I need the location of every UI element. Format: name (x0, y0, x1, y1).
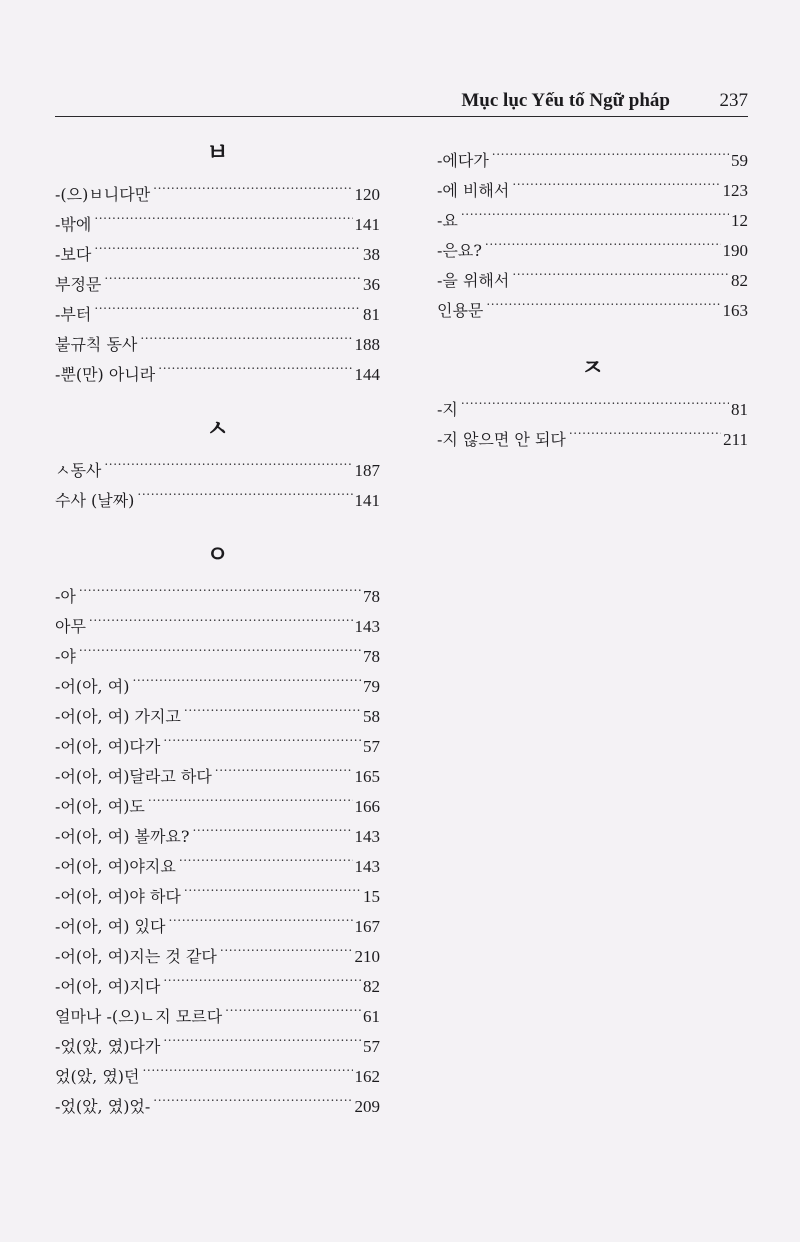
index-entry (55, 290, 380, 324)
entry-term: -어(아, 여) 볼까요? (55, 827, 190, 846)
index-entry (437, 136, 748, 170)
entry-term: -어(아, 여) (55, 677, 130, 696)
entry-page: 120 (354, 185, 380, 204)
entry-term: -었(았, 였)었- (55, 1097, 151, 1116)
index-entry (55, 602, 380, 636)
index-entry (55, 170, 380, 204)
section-s-entries (55, 446, 380, 510)
entry-page: 143 (354, 857, 380, 876)
entry-term: -지 (437, 400, 458, 419)
entry-page: 141 (354, 215, 380, 234)
entry-term: -었(았, 였)다가 (55, 1037, 161, 1056)
entry-page: 57 (363, 1037, 380, 1056)
index-entry (55, 230, 380, 264)
entry-term: 부정문 (55, 275, 102, 294)
entry-page: 61 (363, 1007, 380, 1026)
entry-page: 167 (354, 917, 380, 936)
entry-term: -은요? (437, 241, 482, 260)
index-entry (55, 320, 380, 354)
entry-term: 아무 (55, 617, 86, 636)
dot-leader (153, 170, 352, 200)
index-column-left (55, 136, 380, 1116)
index-entry (437, 385, 748, 419)
entry-page: 165 (354, 767, 380, 786)
dot-leader (104, 446, 352, 476)
section-b-entries (55, 170, 380, 384)
dot-leader (140, 320, 352, 350)
entry-page: 57 (363, 737, 380, 756)
running-header (55, 86, 748, 117)
entry-page: 12 (731, 211, 748, 230)
entry-page: 166 (354, 797, 380, 816)
dot-leader (163, 962, 361, 992)
entry-page: 38 (363, 245, 380, 264)
entry-page: 81 (363, 305, 380, 324)
section-j-entries (437, 385, 748, 449)
entry-term: -보다 (55, 245, 92, 264)
dot-leader (485, 226, 721, 256)
entry-page: 141 (354, 491, 380, 510)
entry-term: -(으)ㅂ니다만 (55, 185, 151, 204)
entry-term: -부터 (55, 305, 92, 324)
dot-leader (132, 662, 361, 692)
dot-leader (184, 872, 361, 902)
index-entry (55, 572, 380, 606)
dot-leader (104, 260, 361, 290)
dot-leader (153, 1082, 352, 1112)
entry-page: 15 (363, 887, 380, 906)
section-heading-b: ㅂ (206, 140, 229, 166)
entry-term: -어(아, 여)지다 (55, 977, 161, 996)
entry-term: -어(아, 여)야지요 (55, 857, 176, 876)
entry-page: 58 (363, 707, 380, 726)
section-heading-o: ㅇ (206, 542, 229, 568)
entry-page: 36 (363, 275, 380, 294)
entry-term: -뿐(만) 아니라 (55, 365, 156, 384)
entry-term: 불규칙 동사 (55, 335, 138, 354)
dot-leader (94, 230, 361, 260)
dot-leader (168, 902, 352, 932)
entry-term: -어(아, 여) 있다 (55, 917, 166, 936)
dot-leader (215, 752, 353, 782)
entry-term: -어(아, 여)달라고 하다 (55, 767, 212, 786)
dot-leader (461, 385, 729, 415)
index-entry (437, 196, 748, 230)
entry-term: -야 (55, 647, 76, 666)
dot-leader (512, 166, 720, 196)
entry-term: 얼마나 -(으)ㄴ지 모르다 (55, 1007, 223, 1026)
entry-page: 59 (731, 151, 748, 170)
entry-page: 163 (722, 301, 748, 320)
dot-leader (569, 415, 721, 445)
entry-page: 82 (731, 271, 748, 290)
entry-page: 187 (354, 461, 380, 480)
dot-leader (142, 1052, 352, 1082)
entry-term: 었(았, 였)던 (55, 1067, 140, 1086)
entry-term: -에다가 (437, 151, 489, 170)
entry-term: -어(아, 여)도 (55, 797, 145, 816)
entry-page: 188 (354, 335, 380, 354)
entry-term: -어(아, 여)야 하다 (55, 887, 181, 906)
entry-term: -어(아, 여)지는 것 같다 (55, 947, 217, 966)
entry-page: 78 (363, 587, 380, 606)
dot-leader (148, 782, 353, 812)
index-entry (55, 446, 380, 480)
entry-term: ㅅ동사 (55, 461, 102, 480)
section-heading-s: ㅅ (206, 416, 229, 442)
dot-leader (492, 136, 729, 166)
dot-leader (163, 1022, 361, 1052)
entry-term: -에 비해서 (437, 181, 510, 200)
dot-leader (512, 256, 729, 286)
index-column-right (437, 136, 748, 449)
entry-page: 210 (354, 947, 380, 966)
dot-leader (79, 572, 361, 602)
dot-leader (225, 992, 361, 1022)
index-entry (55, 200, 380, 234)
entry-page: 211 (723, 430, 748, 449)
index-entry (55, 260, 380, 294)
entry-page: 143 (354, 827, 380, 846)
entry-term: 수사 (날짜) (55, 491, 135, 510)
entry-page: 190 (722, 241, 748, 260)
index-entry (437, 226, 748, 260)
section-o-entries (55, 572, 380, 1116)
entry-page: 123 (722, 181, 748, 200)
entry-term: -어(아, 여) 가지고 (55, 707, 181, 726)
page-number: 237 (719, 90, 748, 111)
dot-leader (461, 196, 729, 226)
entry-term: -밖에 (55, 215, 92, 234)
entry-page: 143 (354, 617, 380, 636)
entry-term: 인용문 (437, 301, 484, 320)
dot-leader (486, 286, 720, 316)
dot-leader (89, 602, 353, 632)
dot-leader (158, 350, 352, 380)
section-o-continued-entries (437, 136, 748, 320)
dot-leader (163, 722, 361, 752)
header-title: Mục lục Yếu tố Ngữ pháp (461, 90, 670, 111)
entry-page: 144 (354, 365, 380, 384)
entry-term: -아 (55, 587, 76, 606)
entry-term: -을 위해서 (437, 271, 510, 290)
dot-leader (179, 842, 353, 872)
dot-leader (94, 200, 352, 230)
index-entry (55, 632, 380, 666)
entry-page: 162 (354, 1067, 380, 1086)
entry-page: 209 (354, 1097, 380, 1116)
entry-term: -지 않으면 안 되다 (437, 430, 566, 449)
index-entry (55, 662, 380, 696)
entry-page: 79 (363, 677, 380, 696)
dot-leader (192, 812, 352, 842)
entry-term: -어(아, 여)다가 (55, 737, 161, 756)
entry-page: 82 (363, 977, 380, 996)
section-heading-j: ㅈ (581, 355, 604, 381)
entry-page: 78 (363, 647, 380, 666)
entry-page: 81 (731, 400, 748, 419)
dot-leader (184, 692, 361, 722)
dot-leader (137, 476, 352, 506)
dot-leader (220, 932, 353, 962)
index-entry (437, 415, 748, 449)
dot-leader (79, 632, 361, 662)
entry-term: -요 (437, 211, 458, 230)
dot-leader (94, 290, 361, 320)
